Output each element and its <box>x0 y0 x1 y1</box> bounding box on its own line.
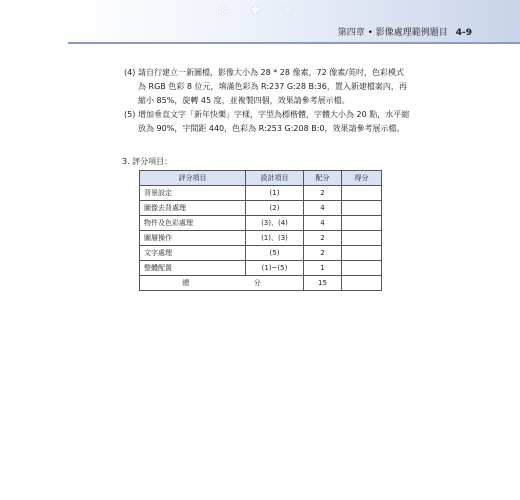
score-cell[interactable] <box>342 261 382 276</box>
design-cell: (1)、(3) <box>246 231 304 246</box>
table-row <box>140 231 382 246</box>
points-cell: 2 <box>304 246 342 261</box>
score-cell[interactable] <box>342 246 382 261</box>
score-cell[interactable] <box>342 216 382 231</box>
column-header: 評分項目 <box>140 171 246 186</box>
column-header: 設計項目 <box>246 171 304 186</box>
score-cell[interactable] <box>342 231 382 246</box>
total-label-right: 分 <box>253 279 261 287</box>
item-cell: 背景設定 <box>140 186 246 201</box>
points-cell: 2 <box>304 231 342 246</box>
instruction-4 <box>124 66 410 108</box>
points-cell: 4 <box>304 201 342 216</box>
instruction-number: (4) <box>124 68 136 77</box>
table-row <box>140 201 382 216</box>
table-header-row <box>140 171 382 186</box>
total-label-left: 總 <box>182 279 190 287</box>
section-title: 3. 評分項目： <box>122 157 173 166</box>
chapter-title: 第四章 • 影像處理範例題目 <box>337 28 448 38</box>
scoring-table <box>139 170 382 291</box>
table-row <box>140 216 382 231</box>
table-row <box>140 186 382 201</box>
total-score-cell[interactable] <box>342 276 382 291</box>
design-cell: (1)~(5) <box>246 261 304 276</box>
instruction-text: 請自行建立一新圖檔，影像大小為 28 * 28 像素，72 像素/英吋，色彩模式為 RGB 色彩 8 位元，填滿色彩為 R:237 G:28 B:36，置入新建檔案內，再縮小 85%，旋轉 45 度，並複製四個，效果請參考展示檔。 <box>138 68 407 105</box>
column-header: 配分 <box>304 171 342 186</box>
score-cell[interactable] <box>342 186 382 201</box>
item-cell: 物件及色彩處理 <box>140 216 246 231</box>
table-row <box>140 261 382 276</box>
total-points-cell: 15 <box>304 276 342 291</box>
design-cell: (5) <box>246 246 304 261</box>
item-cell: 文字處理 <box>140 246 246 261</box>
total-label-cell <box>140 276 304 291</box>
instruction-5 <box>124 108 410 136</box>
instruction-text: 增加垂直文字「新年快樂」字樣，字型為標楷體，字體大小為 20 點，水平縮放為 90%，字間距 440，色彩為 R:253 G:208 B:0，效果請參考展示檔。 <box>138 110 410 133</box>
item-cell: 圖層操作 <box>140 231 246 246</box>
design-cell: (3)、(4) <box>246 216 304 231</box>
table-row <box>140 246 382 261</box>
column-header: 得分 <box>342 171 382 186</box>
running-header <box>338 25 472 38</box>
design-cell: (2) <box>246 201 304 216</box>
points-cell: 1 <box>304 261 342 276</box>
item-cell: 整體配置 <box>140 261 246 276</box>
page-number: 4-9 <box>455 28 472 38</box>
points-cell: 4 <box>304 216 342 231</box>
design-cell: (1) <box>246 186 304 201</box>
points-cell: 2 <box>304 186 342 201</box>
snowflake-decoration-icon: ✻ ✱ ✻ <box>218 4 303 17</box>
total-row <box>140 276 382 291</box>
item-cell: 圖像去背處理 <box>140 201 246 216</box>
instruction-number: (5) <box>124 110 136 119</box>
header-rule <box>68 42 520 44</box>
score-cell[interactable] <box>342 201 382 216</box>
